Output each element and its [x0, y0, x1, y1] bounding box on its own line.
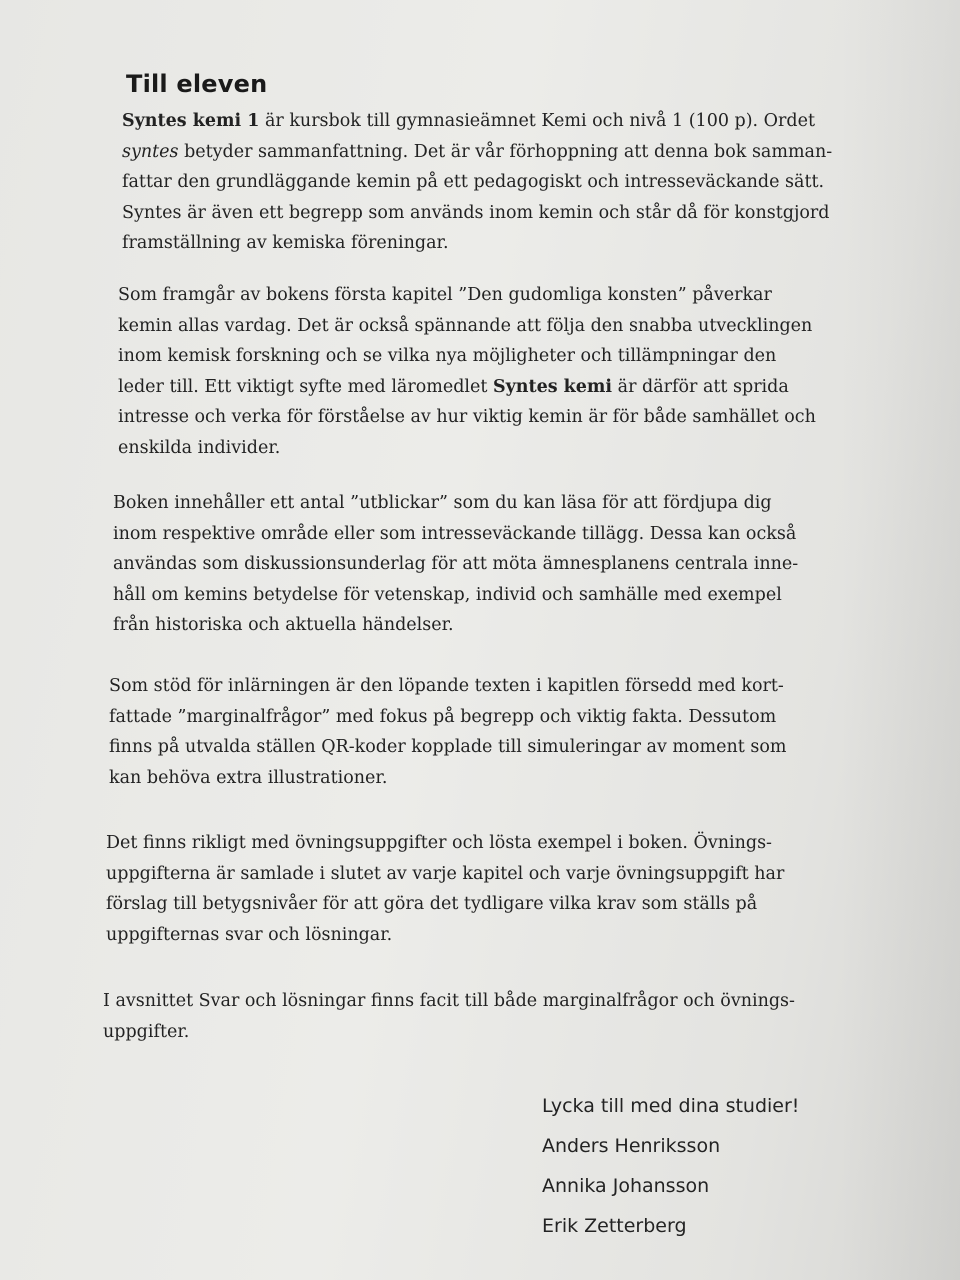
text-line: [106, 828, 784, 859]
text-line: [113, 580, 798, 611]
text-run: kemin allas vardag. Det är också spännande att följa den snabba utvecklingen: [118, 315, 813, 336]
text-line: [122, 167, 832, 198]
text-run: framställning av kemiska föreningar.: [122, 233, 449, 253]
page-heading: Till eleven: [126, 70, 268, 98]
author-name: Erik Zetterberg: [542, 1215, 687, 1237]
text-line: [118, 341, 816, 372]
text-line: [118, 402, 816, 433]
text-line: [118, 372, 816, 403]
text-run: kan behöva extra illustrationer.: [109, 767, 388, 788]
page-shadow: [840, 0, 960, 1280]
text-run: håll om kemins betydelse för vetenskap, individ och samhälle med exempel: [113, 584, 782, 605]
text-line: [122, 198, 832, 229]
text-run: Som stöd för inlärningen är den löpande texten i kapitlen försedd med kort-: [109, 676, 784, 696]
text-line: [113, 549, 798, 580]
paragraph-intro: [122, 106, 832, 259]
text-line: [118, 280, 816, 311]
text-run: leder till. Ett viktigt syfte med läromedlet: [118, 376, 493, 397]
paragraph-purpose: [118, 280, 816, 463]
text-line: [109, 763, 786, 794]
text-run: inom kemisk forskning och se vilka nya möjligheter och tillämpningar den: [118, 346, 777, 366]
text-run: fattar den grundläggande kemin på ett pedagogiskt och intresseväckande sätt.: [122, 172, 825, 192]
text-run: intresse och verka för förståelse av hur viktig kemin är för både samhället och: [118, 407, 816, 427]
text-run: från historiska och aktuella händelser.: [113, 615, 454, 635]
text-line: [113, 610, 798, 641]
bold-text: Syntes kemi 1: [122, 111, 260, 131]
text-run: är därför att sprida: [612, 376, 789, 397]
paragraph-learning-support: [109, 671, 786, 793]
text-line: [109, 732, 786, 763]
text-line: [106, 920, 784, 951]
text-run: Boken innehåller ett antal ”utblickar” som du kan läsa för att fördjupa dig: [113, 493, 772, 513]
author-name: Anders Henriksson: [542, 1135, 721, 1157]
text-run: I avsnittet Svar och lösningar finns facit till både marginalfrågor och övnings-: [103, 991, 795, 1011]
text-run: inom respektive område eller som intresseväckande tillägg. Dessa kan också: [113, 523, 797, 544]
text-line: [118, 311, 816, 342]
text-line: [106, 859, 784, 890]
text-line: [122, 228, 832, 259]
paragraph-answers: [103, 986, 795, 1047]
text-run: fattade ”marginalfrågor” med fokus på begrepp och viktig fakta. Dessutom: [109, 706, 777, 727]
author-name: Annika Johansson: [542, 1175, 710, 1197]
text-run: är kursbok till gymnasieämnet Kemi och nivå 1 (100 p). Ordet: [259, 111, 815, 131]
text-run: användas som diskussionsunderlag för att möta ämnesplanens centrala inne-: [113, 554, 799, 574]
text-line: [113, 519, 798, 550]
text-run: uppgifter.: [103, 1021, 190, 1042]
text-line: [106, 889, 784, 920]
text-line: [113, 488, 798, 519]
text-run: Det finns rikligt med övningsuppgifter och lösta exempel i boken. Övnings-: [106, 833, 772, 853]
text-run: Syntes är även ett begrepp som används inom kemin och står då för konstgjord: [122, 202, 830, 223]
text-run: betyder sammanfattning. Det är vår förhoppning att denna bok samman-: [178, 141, 833, 162]
text-run: Som framgår av bokens första kapitel ”Den gudomliga konsten” påverkar: [118, 285, 772, 305]
text-line: [109, 671, 786, 702]
text-line: [103, 1017, 795, 1048]
text-run: finns på utvalda ställen QR-koder kopplade till simuleringar av moment som: [109, 737, 787, 757]
text-line: [118, 433, 816, 464]
text-line: [109, 702, 786, 733]
text-line: [122, 137, 832, 168]
paragraph-exercises: [106, 828, 784, 950]
signature-block: [542, 1086, 799, 1246]
italic-text: syntes: [122, 141, 179, 162]
text-run: uppgifterna är samlade i slutet av varje kapitel och varje övningsuppgift har: [106, 863, 785, 884]
text-run: uppgifternas svar och lösningar.: [106, 924, 393, 945]
bold-text: Syntes kemi: [492, 376, 613, 397]
paragraph-outlooks: [113, 488, 798, 641]
text-run: enskilda individer.: [118, 437, 281, 458]
text-line: [122, 106, 832, 137]
closing-line: Lycka till med dina studier!: [542, 1095, 800, 1117]
text-line: [103, 986, 795, 1017]
text-run: förslag till betygsnivåer för att göra det tydligare vilka krav som ställs på: [106, 894, 758, 914]
